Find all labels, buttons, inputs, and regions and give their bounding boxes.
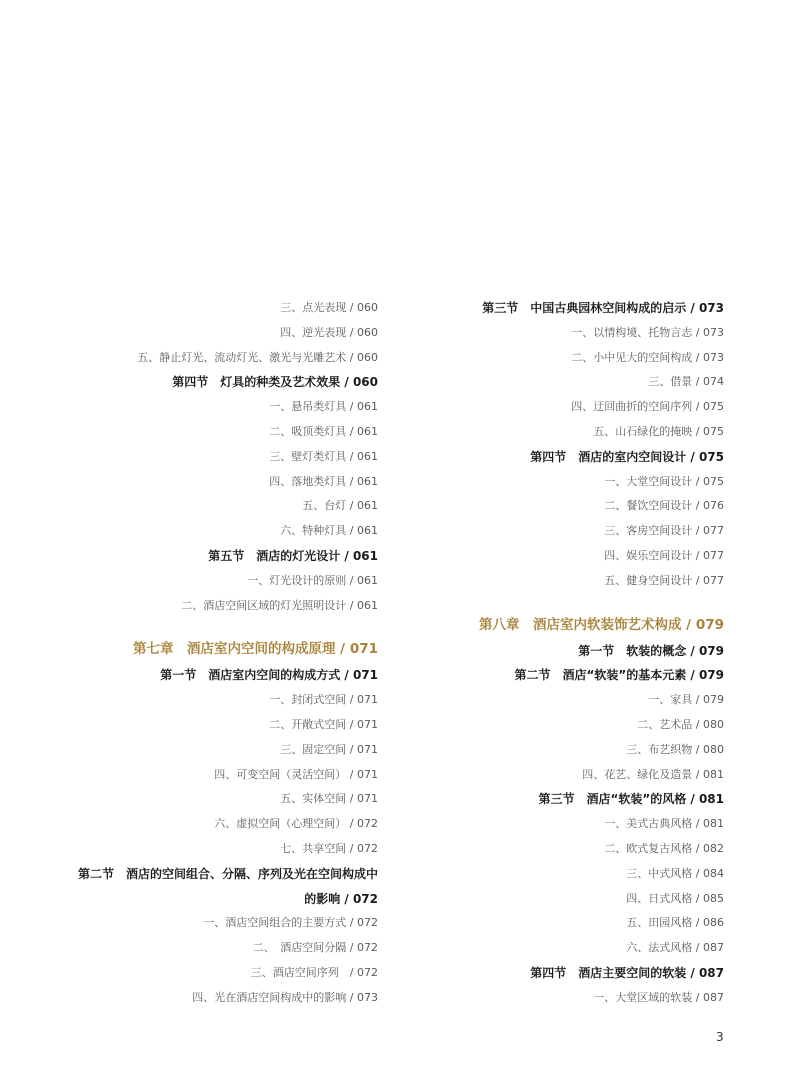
toc-section-entry: 第五节 酒店的灯光设计 / 061 [208,548,378,563]
toc-section-entry: 第三节 酒店“软装”的风格 / 081 [538,792,724,807]
toc-chapter-entry: 第七章 酒店室内空间的构成原理 / 071 [132,641,378,658]
toc-item-entry: 四、可变空间（灵活空间） / 071 [214,767,378,781]
toc-item-entry: 二、开敞式空间 / 071 [269,717,378,731]
toc-item-entry: 二、 酒店空间分隔 / 072 [252,941,378,955]
toc-section-entry: 第四节 酒店主要空间的软装 / 087 [530,965,724,980]
toc-item-entry: 六、法式风格 / 087 [626,941,724,955]
toc-item-entry: 四、娱乐空间设计 / 077 [604,548,724,562]
toc-item-entry: 五、实体空间 / 071 [280,792,378,806]
toc-item-entry: 一、大堂区域的软装 / 087 [593,990,724,1004]
toc-item-entry: 二、欧式复古风格 / 082 [604,841,724,855]
toc-item-entry: 一、灯光设计的原则 / 061 [247,573,378,587]
toc-item-entry: 四、落地类灯具 / 061 [269,474,378,488]
toc-item-entry: 一、家具 / 079 [648,693,724,707]
toc-item-entry: 三、客房空间设计 / 077 [604,524,724,538]
toc-item-entry: 一、大堂空间设计 / 075 [604,474,724,488]
toc-item-entry: 三、点光表现 / 060 [280,301,378,314]
toc-item-entry: 七、共享空间 / 072 [280,841,378,855]
toc-item-entry: 六、虚拟空间（心理空间） / 072 [214,817,378,831]
toc-item-entry: 一、封闭式空间 / 071 [269,693,378,707]
toc-section-entry: 第一节 酒店室内空间的构成方式 / 071 [160,668,378,683]
toc-item-entry: 五、田园风格 / 086 [626,916,724,930]
toc-item-entry: 五、台灯 / 061 [302,499,378,513]
toc-section-entry: 第二节 酒店的空间组合、分隔、序列及光在空间构成中 [77,866,378,881]
toc-item-entry: 四、逆光表现 / 060 [280,325,378,339]
toc-section-entry: 第四节 酒店的室内空间设计 / 075 [530,449,724,464]
toc-section-entry: 的影响 / 072 [304,891,378,906]
toc-section-entry: 第四节 灯具的种类及艺术效果 / 060 [172,375,378,390]
toc-section-entry: 第一节 软装的概念 / 079 [578,643,724,658]
toc-item-entry: 二、小中见大的空间构成 / 073 [571,350,724,364]
toc-item-entry: 二、酒店空间区域的灯光照明设计 / 061 [181,598,378,612]
toc-item-entry: 四、迂回曲折的空间序列 / 075 [571,400,724,414]
toc-item-entry: 三、固定空间 / 071 [280,742,378,756]
toc-item-entry: 四、光在酒店空间构成中的影响 / 073 [192,990,378,1004]
toc-item-entry: 四、日式风格 / 085 [626,891,724,905]
toc-right-column [440,296,724,1011]
toc-item-entry: 一、以情构境、托物言志 / 073 [571,325,724,339]
toc-item-entry: 五、山石绿化的掩映 / 075 [593,424,724,438]
toc-item-entry: 四、花艺、绿化及造景 / 081 [582,767,724,781]
page-number: 3 [716,1030,724,1044]
toc-item-entry: 三、酒店空间序列 / 072 [250,965,378,979]
toc-section-entry: 第二节 酒店“软装”的基本元素 / 079 [514,668,724,683]
toc-section-entry: 第三节 中国古典园林空间构成的启示 / 073 [482,301,724,315]
toc-item-entry: 五、健身空间设计 / 077 [604,573,724,587]
toc-item-entry: 一、悬吊类灯具 / 061 [269,400,378,414]
toc-item-entry: 三、壁灯类灯具 / 061 [269,449,378,463]
toc-item-entry: 三、借景 / 074 [648,375,724,389]
toc-item-entry: 三、布艺织物 / 080 [626,742,724,756]
toc-item-entry: 二、吸顶类灯具 / 061 [269,424,378,438]
toc-item-entry: 五、静止灯光、流动灯光、激光与光雕艺术 / 060 [137,350,378,364]
toc-item-entry: 二、艺术品 / 080 [637,717,724,731]
toc-item-entry: 一、酒店空间组合的主要方式 / 072 [203,916,378,930]
toc-item-entry: 三、中式风格 / 084 [626,866,724,880]
toc-item-entry: 一、美式古典风格 / 081 [604,817,724,831]
toc-left-column [40,296,378,1011]
toc-item-entry: 六、特种灯具 / 061 [280,524,378,538]
toc-item-entry: 二、餐饮空间设计 / 076 [604,499,724,513]
toc-chapter-entry: 第八章 酒店室内软装饰艺术构成 / 079 [478,616,724,633]
